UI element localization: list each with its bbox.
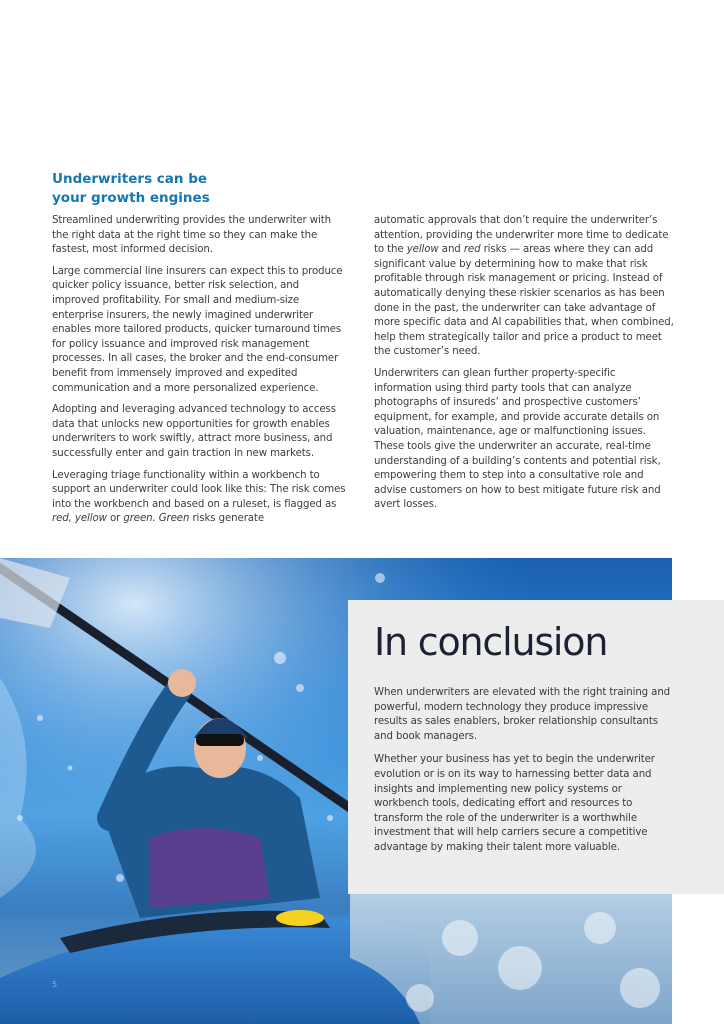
left-p4-green: green. Green (123, 513, 190, 525)
left-p4-or: or (106, 513, 124, 525)
left-paragraph-3: Adopting and leveraging advanced technology to access data that unlocks new opportunities for growth enables underwriters to work swiftly, attract more business, and successfully enter and gain traction in new markets. (52, 404, 336, 459)
conclusion-paragraph-2: Whether your business has yet to begin the underwriter evolution or is on its way to harnessing better data and insights and implementing new policy systems or workbench tools, dedicating effort and resources to transform the role of the underwriter is a worthwhile investment that will help carriers secure a competitive advantage by making their talent more valuable. (374, 754, 655, 853)
conclusion-text (374, 686, 678, 865)
conclusion-paragraph-1: When underwriters are elevated with the right training and powerful, modern technology they produce impressive results as sales enablers, broker relationship consultants and book managers. (374, 687, 671, 742)
section-heading-line-1: Underwriters can be (52, 171, 208, 187)
page-number: 5 (52, 980, 58, 989)
right-column (374, 214, 674, 520)
right-p1-text-start: automatic approvals that don’t require the underwriter’s attention, providing the underwriter more time to dedicate to the (374, 215, 669, 256)
left-paragraph-4 (52, 469, 348, 527)
conclusion-panel (348, 600, 724, 894)
left-p4-text-start: Leveraging triage functionality within a workbench to support an underwriter could look like this: The risk comes into the workbench and based on a ruleset, is flagged as (52, 469, 346, 510)
right-paragraph-2: Underwriters can glean further property-specific information using third party tools that can analyze photographs of insureds’ and prospective customers’ equipment, for example, and provide accurate details on valuation, maintenance, age or malfunctioning issues. These tools give the underwriter an accurate, real-time understanding of a building’s contents and potential risk, empowering them to step into a consultative role and advise customers on how to best mitigate future risk and avert losses. (374, 367, 661, 511)
right-paragraph-1 (374, 214, 674, 360)
left-column (52, 214, 348, 534)
section-heading-line-2: your growth engines (52, 190, 210, 206)
left-p4-red-yellow: red, yellow (52, 513, 107, 525)
section-heading (52, 170, 352, 208)
left-paragraph-2: Large commercial line insurers can expect this to produce quicker policy issuance, better risk selection, and improved profitability. For small and medium-size enterprise insurers, the newly imagined underwriter enables more tailored products, quicker turnaround times for policy issuance and improved risk management processes. In all cases, the broker and the end-consumer benefit from immensely improved and expedited communication and a more personalized experience. (52, 265, 343, 394)
right-p1-red: red (463, 244, 481, 256)
left-p4-text-end: risks generate (189, 513, 264, 525)
conclusion-title: In conclusion (374, 620, 608, 664)
left-paragraph-1: Streamlined underwriting provides the underwriter with the right data at the right time so they can make the fastest, most informed decision. (52, 215, 331, 256)
right-p1-text-end: risks — areas where they can add significant value by determining how to make that risk profitable through risk management or pricing. Instead of automatically denying these riskier scenarios as has been done in the past, the underwriter can take advantage of more specific data and AI capabilities that, when combined, help them strategically tailor and price a product to meet the customer’s need. (374, 244, 674, 358)
right-p1-and: and (438, 244, 464, 256)
right-p1-yellow: yellow (406, 244, 439, 256)
